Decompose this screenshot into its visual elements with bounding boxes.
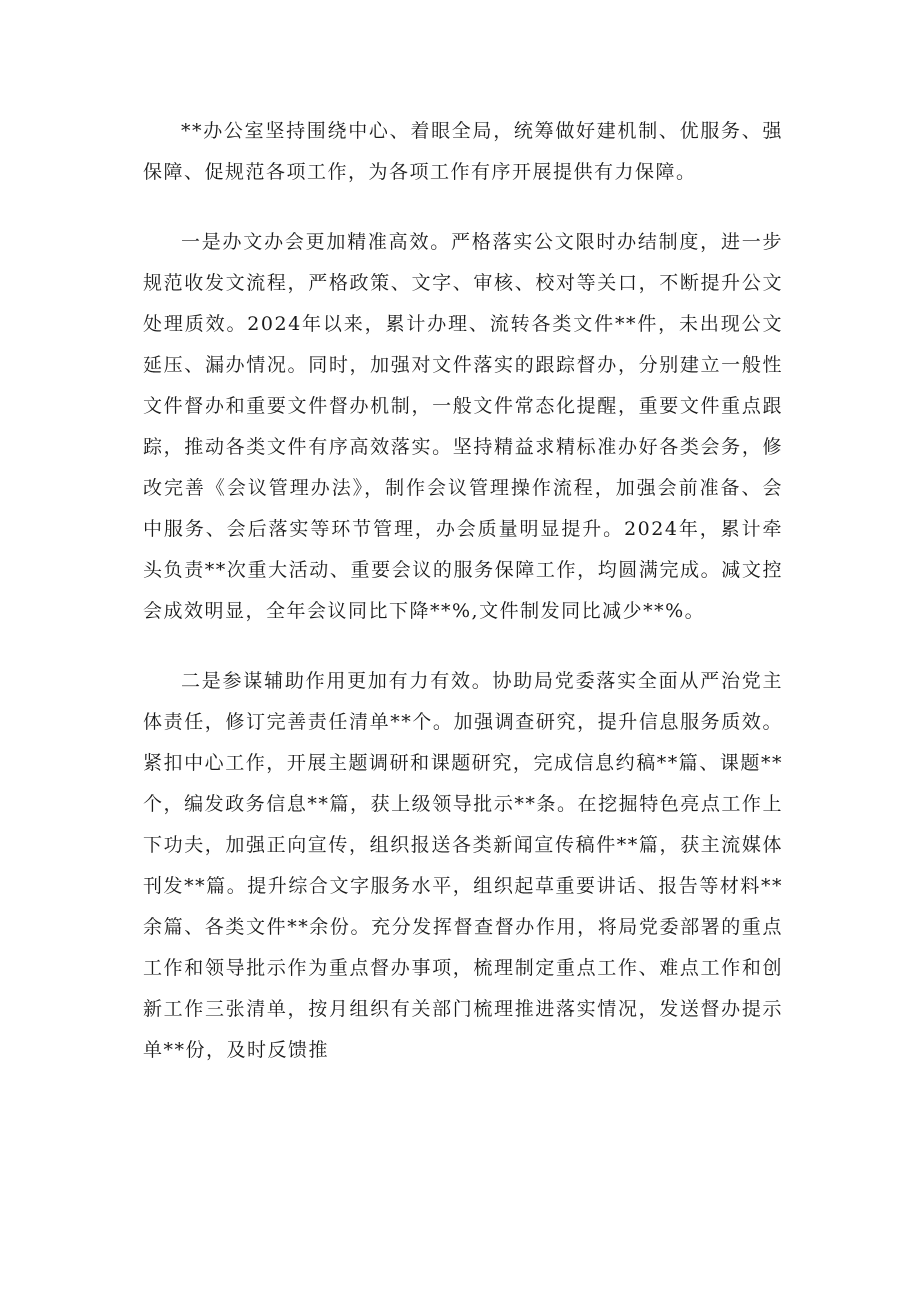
paragraph-advisory-support: 二是参谋辅助作用更加有力有效。协助局党委落实全面从严治党主体责任，修订完善责任清单**个。加强调查研究，提升信息服务质效。紧扣中心工作，开展主题调研和课题研究，完成信息约稿**篇、课题**个，编发政务信息**篇，获上级领导批示**条。在挖掘特色亮点工作上下功夫，加强正向宣传，组织报送各类新闻宣传稿件**篇，获主流媒体刊发**篇。提升综合文字服务水平，组织起草重要讲话、报告等材料**余篇、各类文件**余份。充分发挥督查督办作用，将局党委部署的重点工作和领导批示作为重点督办事项，梳理制定重点工作、难点工作和创新工作三张清单，按月组织有关部门梳理推进落实情况，发送督办提示单**份，及时反馈推 [143, 670, 783, 1061]
intro-paragraph: **办公室坚持围绕中心、着眼全局，统筹做好建机制、优服务、强保障、促规范各项工作，为各项工作有序开展提供有力保障。 [143, 120, 783, 183]
paragraph-document-and-meetings: 一是办文办会更加精准高效。严格落实公文限时办结制度，进一步规范收发文流程，严格政策、文字、审核、校对等关口，不断提升公文处理质效。2024年以来，累计办理、流转各类文件**件，未出现公文延压、漏办情况。同时，加强对文件落实的跟踪督办，分别建立一般性文件督办和重要文件督办机制，一般文件常态化提醒，重要文件重点跟踪，推动各类文件有序高效落实。坚持精益求精标准办好各类会务，修改完善《会议管理办法》，制作会议管理操作流程，加强会前准备、会中服务、会后落实等环节管理，办会质量明显提升。2024年，累计牵头负责**次重大活动、重要会议的服务保障工作，均圆满完成。减文控会成效明显，全年会议同比下降**%,文件制发同比减少**%。 [143, 231, 783, 622]
document-page [143, 111, 783, 1071]
